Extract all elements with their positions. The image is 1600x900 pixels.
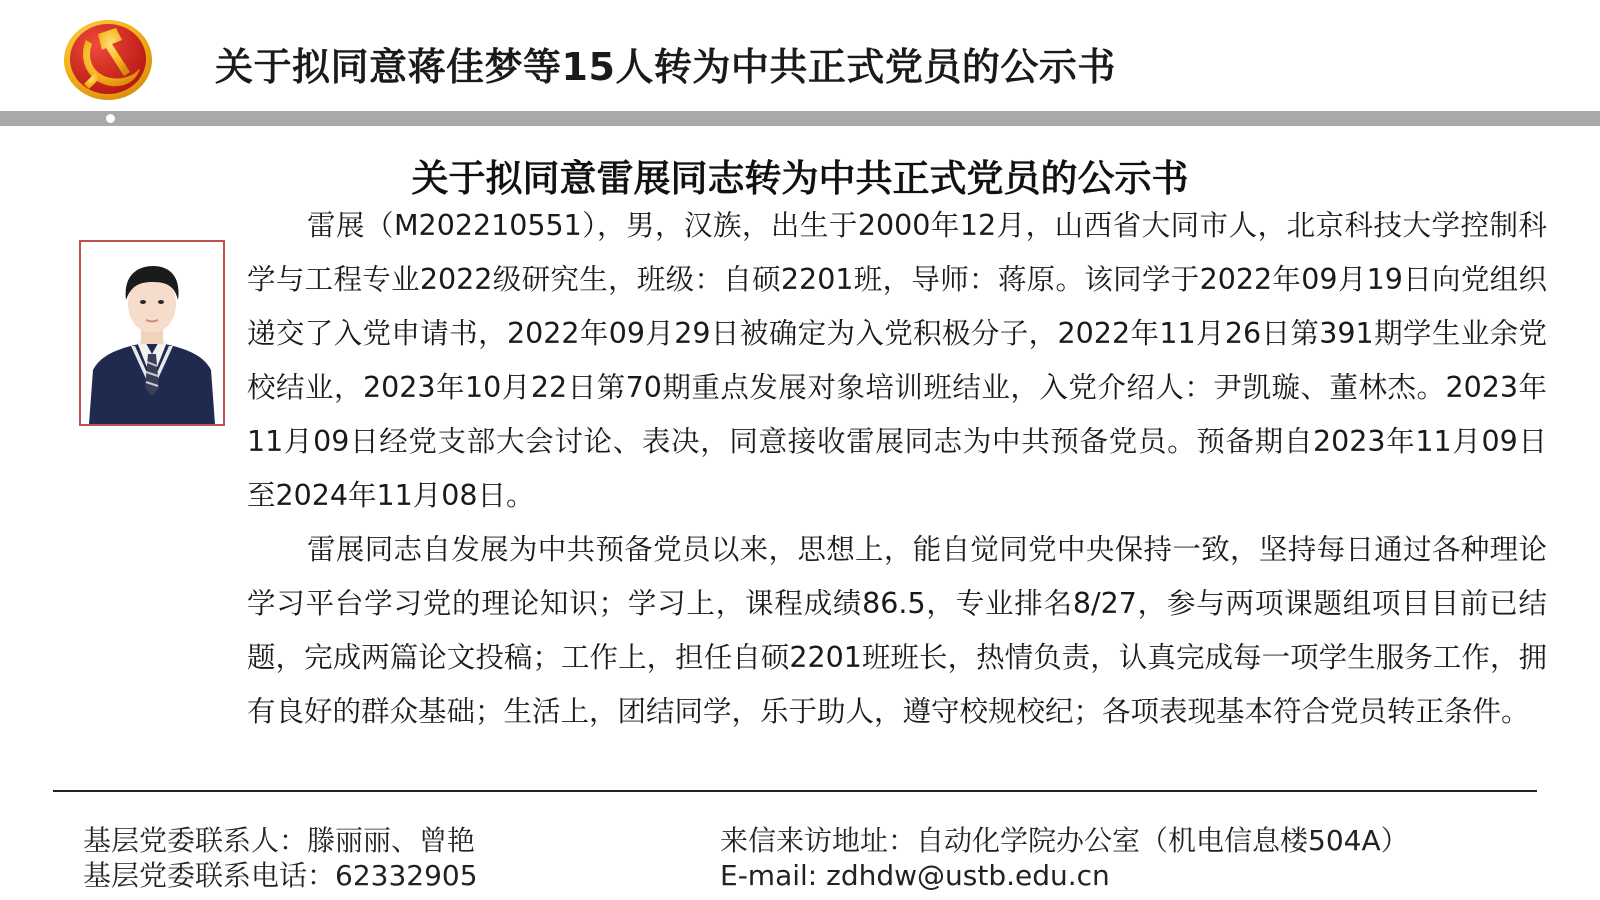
paragraph-profile: 雷展（M202210551），男，汉族，出生于2000年12月，山西省大同市人，北京科技大学控制科学与工程专业2022级研究生，班级：自硕2201班，导师：蒋原。该同学于2022年09月19日向党组织递交了入党申请书，2022年09月29日被确定为入党积极分子，2022年11月26日第391期学生业余党校结业，2023年10月22日第70期重点发展对象培训班结业，入党介绍人：尹凯璇、董林杰。2023年11月09日经党支部大会讨论、表决，同意接收雷展同志为中共预备党员。预备期自2023年11月09日至2024年11月08日。 <box>247 209 1547 512</box>
slide-header <box>0 0 1600 110</box>
paragraph-performance: 雷展同志自发展为中共预备党员以来，思想上，能自觉同党中央保持一致，坚持每日通过各种理论学习平台学习党的理论知识；学习上，课程成绩86.5，专业排名8/27，参与两项课题组项目目前已结题，完成两篇论文投稿；工作上，担任自硕2201班班长，热情负责，认真完成每一项学生服务工作，拥有良好的群众基础；生活上，团结同学，乐于助人，遵守校规校纪；各项表现基本符合党员转正条件。 <box>247 533 1547 728</box>
visit-address: 来信来访地址：自动化学院办公室（机电信息楼504A） <box>720 824 1409 857</box>
header-divider <box>0 111 1600 126</box>
contact-person: 基层党委联系人：滕丽丽、曾艳 <box>83 824 476 857</box>
footer-contact <box>83 823 478 893</box>
footer-address <box>720 823 1409 893</box>
notice-title: 关于拟同意雷展同志转为中共正式党员的公示书 <box>411 157 1189 200</box>
notice-body <box>247 199 1547 739</box>
email-address[interactable]: E-mail: zdhdw@ustb.edu.cn <box>720 859 1110 892</box>
divider-dot <box>106 114 115 123</box>
portrait-image <box>81 242 223 424</box>
contact-phone: 基层党委联系电话：62332905 <box>83 859 478 892</box>
page-title: 关于拟同意蒋佳梦等15人转为中共正式党员的公示书 <box>215 45 1116 89</box>
party-emblem-icon <box>56 10 160 104</box>
member-photo <box>79 240 225 426</box>
footer-divider <box>53 790 1537 792</box>
